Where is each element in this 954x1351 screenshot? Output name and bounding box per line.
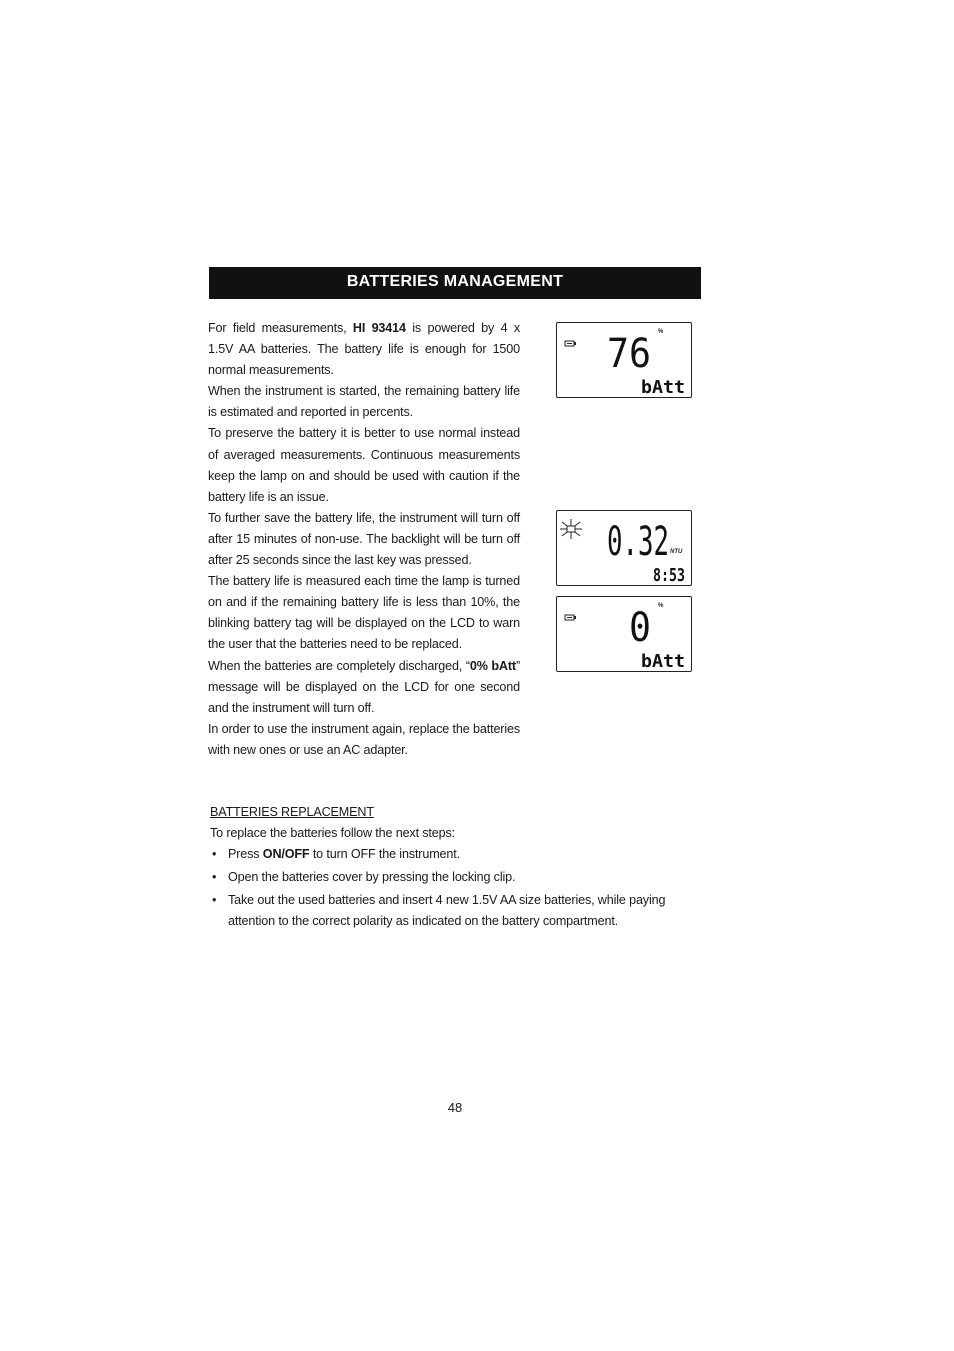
model-name: HI 93414 [352,321,406,335]
p6-text-b: ” message will be displayed on the LCD for one second and the instrument will turn off. [208,658,521,715]
section-title-bar [209,267,701,299]
battery-icon [565,615,576,620]
p1-text-b: is powered by 4 x 1.5V AA batteries. The battery life is enough for 1500 normal measurements. [208,321,520,378]
lcd-main-value: 0 [629,605,651,651]
lcd-main-value: 76 [607,331,651,377]
lcd-display-reading [556,510,692,586]
p6-text-a: When the batteries are completely discharged, “ [208,658,470,673]
step1-text-b: to turn OFF the instrument. [309,847,460,861]
list-item [210,844,710,865]
list-item [210,867,710,888]
percent-unit: % [658,603,664,609]
batteries-replacement-section [210,802,710,934]
step2-text: Open the batteries cover by pressing the locking clip. [228,870,516,884]
lcd-bottom-text: bAtt [641,377,685,397]
paragraph-1 [208,318,520,381]
lcd-display-battery-76 [556,322,692,398]
paragraph-6 [208,656,520,719]
page-number: 48 [447,1100,463,1115]
section-title: BATTERIES MANAGEMENT [346,273,564,290]
body-text [208,318,520,761]
lcd-bottom-text: bAtt [641,651,685,671]
p1-text-a: For field measurements, [208,321,353,335]
paragraph-7: In order to use the instrument again, replace the batteries with new ones or use an AC adapter. [208,721,520,757]
step1-text-a: Press [228,847,263,861]
bullet: • [212,893,217,907]
paragraph-4: To further save the battery life, the instrument will turn off after 15 minutes of non-use. The backlight will be turn off after 25 seconds since the last key was pressed. [208,510,520,568]
ntu-unit: NTU [670,549,683,555]
paragraph-5: The battery life is measured each time the lamp is turned on and if the remaining battery life is less than 10%, the blinking battery tag will be displayed on the LCD to warn the user that the batteries need to be replaced. [208,574,520,652]
bullet: • [212,870,217,884]
on-off-key: ON/OFF [262,847,310,861]
replacement-steps [210,844,710,932]
battery-icon [565,341,576,346]
percent-unit: % [658,329,664,335]
list-item [210,890,710,932]
bullet: • [212,847,217,861]
paragraph-3: To preserve the battery it is better to use normal instead of averaged measurements. Continuous measurements keep the lamp on and should be used with caution if the battery life is an issue. [208,426,520,504]
lcd-main-value: 0.32 [607,519,669,565]
lamp-icon [560,519,582,539]
lcd-display-battery-0 [556,596,692,672]
paragraph-2: When the instrument is started, the remaining battery life is estimated and reported in percents. [208,384,520,420]
batt-message: 0% bAtt [469,658,516,673]
replacement-intro: To replace the batteries follow the next steps: [210,826,455,840]
step3-text: Take out the used batteries and insert 4 new 1.5V AA size batteries, while paying attention to the correct polarity as indicated on the battery compartment. [228,893,666,928]
subsection-heading: BATTERIES REPLACEMENT [210,805,374,819]
lcd-bottom-text: 8:53 [653,565,685,585]
